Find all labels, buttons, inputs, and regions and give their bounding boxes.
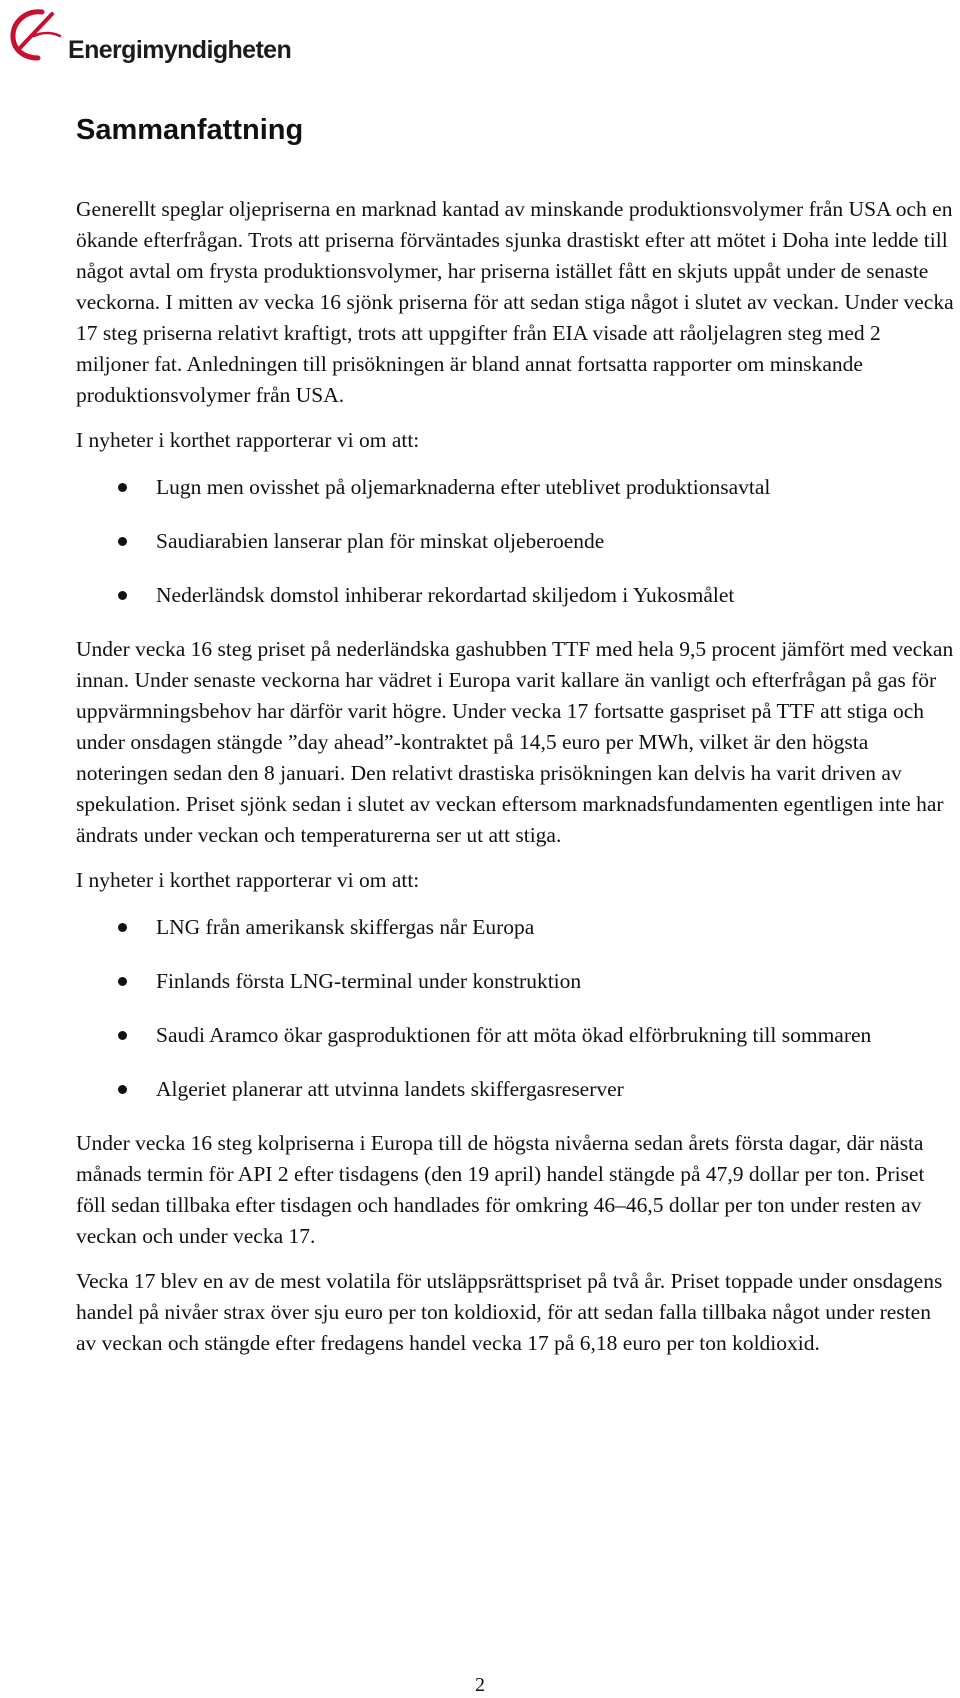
bullet-icon xyxy=(118,1031,127,1040)
bullet-icon xyxy=(118,923,127,932)
bullet-icon xyxy=(118,537,127,546)
page-title: Sammanfattning xyxy=(76,114,304,146)
bullet-icon xyxy=(118,591,127,600)
document-body xyxy=(76,110,956,1373)
list-item: Algeriet planerar att utvinna landets skiffergasreserver xyxy=(76,1074,956,1105)
emissions-summary-paragraph: Vecka 17 blev en av de mest volatila för utsläppsrättspriset på två år. Priset toppade under onsdagens handel på nivåer strax över sju euro per ton koldioxid, för att sedan falla tillbaka något under resten av veckan och stängde efter fredagens handel vecka 17 på 6,18 euro per ton koldioxid. xyxy=(76,1269,943,1355)
coal-summary-paragraph: Under vecka 16 steg kolpriserna i Europa till de högsta nivåerna sedan årets första dagar, där nästa månads termin för API 2 efter tisdagens (den 19 april) handel stängde på 47,9 dollar per ton. Priset föll sedan tillbaka efter tisdagen och handlades för omkring 46–46,5 dollar per ton under resten av veckan och under vecka 17. xyxy=(76,1131,925,1248)
oil-summary-paragraph: Generellt speglar oljepriserna en marknad kantad av minskande produktionsvolymer från USA och en ökande efterfrågan. Trots att priserna förväntades sjunka drastiskt efter att mötet i Doha inte ledde till något avtal om frysta produktionsvolymer, har priserna istället fått en skjuts uppåt under de senaste veckorna. I mitten av vecka 16 sjönk priserna för att sedan stiga något i slutet av veckan. Under vecka 17 steg priserna relativt kraftigt, trots att uppgifter från EIA visade att råoljelagren steg med 2 miljoner fat. Anledningen till prisökningen är bland annat fortsatta rapporter om minskande produktionsvolymer från USA. xyxy=(76,197,954,407)
energimyndigheten-logo-icon xyxy=(8,6,66,64)
bullet-icon xyxy=(118,483,127,492)
oil-news-list xyxy=(76,472,956,611)
header-logo xyxy=(8,6,292,66)
logo-text: Energimyndigheten xyxy=(68,36,292,64)
list-item: Nederländsk domstol inhiberar rekordartad skiljedom i Yukosmålet xyxy=(76,580,956,611)
gas-news-list xyxy=(76,912,956,1105)
oil-news-intro: I nyheter i korthet rapporterar vi om att: xyxy=(76,428,420,452)
bullet-icon xyxy=(118,1085,127,1094)
list-item: LNG från amerikansk skiffergas når Europa xyxy=(76,912,956,943)
gas-summary-paragraph: Under vecka 16 steg priset på nederländska gashubben TTF med hela 9,5 procent jämfört med veckan innan. Under senaste veckorna har vädret i Europa varit kallare än vanligt och efterfrågan på gas för uppvärmningsbehov har därför varit högre. Under vecka 17 fortsatte gaspriset på TTF att stiga och under onsdagen stängde ”day ahead”-kontraktet på 14,5 euro per MWh, vilket är den högsta noteringen sedan den 8 januari. Den relativt drastiska prisökningen kan delvis ha varit driven av spekulation. Priset sjönk sedan i slutet av veckan eftersom marknadsfundamenten egentligen inte har ändrats under veckan och temperaturerna ser ut att stiga. xyxy=(76,637,954,847)
list-item: Finlands första LNG-terminal under konstruktion xyxy=(76,966,956,997)
page-number: 2 xyxy=(475,1674,485,1696)
list-item: Saudi Aramco ökar gasproduktionen för att möta ökad elförbrukning till sommaren xyxy=(76,1020,956,1051)
gas-news-intro: I nyheter i korthet rapporterar vi om att: xyxy=(76,868,420,892)
list-item: Saudiarabien lanserar plan för minskat oljeberoende xyxy=(76,526,956,557)
bullet-icon xyxy=(118,977,127,986)
list-item: Lugn men ovisshet på oljemarknaderna efter uteblivet produktionsavtal xyxy=(76,472,956,503)
